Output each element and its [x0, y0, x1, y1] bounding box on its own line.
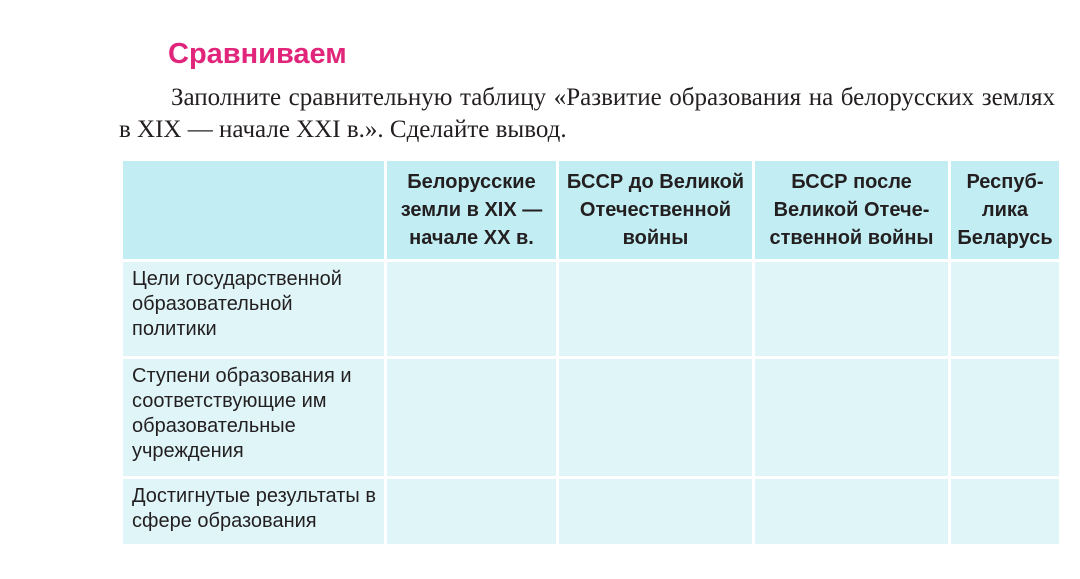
- row-label: Ступени образования и соответствующие им образовательные учреждения: [123, 359, 384, 476]
- table-cell: [559, 262, 752, 356]
- table-header-row: [123, 161, 1059, 259]
- header-label: Белорусские земли в XIX — начале XX в.: [400, 171, 543, 249]
- header-cell-republic-belarus: [951, 161, 1059, 259]
- table-cell: [559, 479, 752, 544]
- table-cell: [387, 359, 556, 476]
- row-label: Достигнутые результаты в сфере образования: [123, 479, 384, 544]
- row-label: Цели государственной образовательной политики: [123, 262, 384, 356]
- table-cell: [951, 479, 1059, 544]
- table-cell: [755, 479, 948, 544]
- header-cell-belarusian-lands: [387, 161, 556, 259]
- header-label: БССР до Великой Отечественной войны: [566, 171, 745, 249]
- task-text: Заполните сравнительную таблицу «Развитие образования на белорусских землях в XIX — начале XXI в.». Сделайте вывод.: [119, 84, 1055, 143]
- header-cell-bssr-before-war: [559, 161, 752, 259]
- table-cell: [755, 262, 948, 356]
- header-label: Респуб-лика Беларусь: [957, 171, 1053, 249]
- table-cell: [951, 359, 1059, 476]
- table-row: [123, 359, 1059, 476]
- table-cell: [951, 262, 1059, 356]
- table-row: [123, 262, 1059, 356]
- header-label: БССР после Великой Отече-ственной войны: [769, 171, 934, 249]
- header-cell-bssr-after-war: [755, 161, 948, 259]
- table-cell: [387, 479, 556, 544]
- header-cell-empty: [123, 161, 384, 259]
- comparison-table: [120, 158, 1062, 547]
- table-cell: [387, 262, 556, 356]
- table-cell: [755, 359, 948, 476]
- table-row: [123, 479, 1059, 544]
- table-cell: [559, 359, 752, 476]
- section-heading: Сравниваем: [168, 38, 347, 70]
